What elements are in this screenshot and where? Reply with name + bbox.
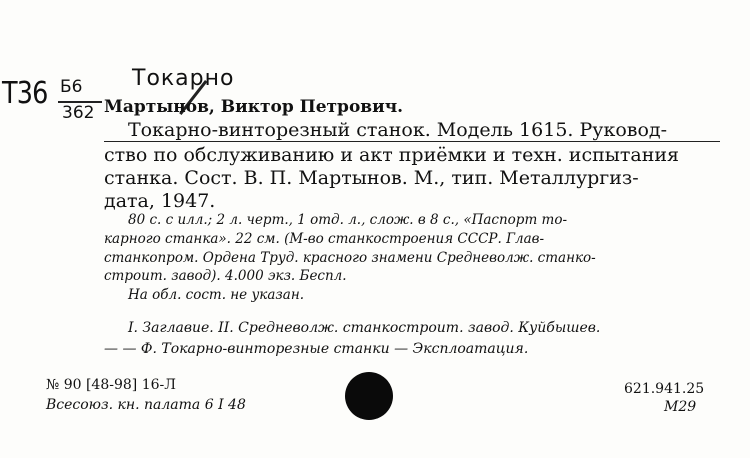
description-line: станкопром. Ордена Труд. красного знамени Средневолж. станко-: [104, 250, 596, 266]
description-line: На обл. сост. не указан.: [128, 287, 305, 303]
description-line: карного станка». 22 см. (М-во станкостроения СССР. Глав-: [104, 231, 545, 247]
tracing-line: I. Заглавие. II. Средневолж. станкостроит. завод. Куйбышев.: [128, 320, 601, 336]
title-line: Токарно-винторезный станок. Модель 1615. Руковод-: [128, 119, 668, 141]
author-mark: М29: [664, 399, 697, 415]
description-line: строит. завод). 4.000 экз. Беспл.: [104, 268, 347, 284]
title-line: ство по обслуживанию и акт приёмки и техн. испытания: [104, 144, 680, 166]
underline: [104, 141, 720, 142]
description-line: 80 с. с илл.; 2 л. черт., 1 отд. л., слож. в 8 с., «Паспорт то-: [128, 212, 568, 228]
title-line: станка. Сост. В. П. Мартынов. М., тип. Металлургиз-: [104, 167, 639, 189]
book-chamber: Всесоюз. кн. палата 6 I 48: [46, 397, 246, 413]
handwritten-note: Токарно: [132, 66, 235, 91]
author-heading: Мартынов, Виктор Петрович.: [104, 97, 404, 117]
card-number: № 90 [48-98] 16-Л: [46, 377, 176, 393]
title-line: дата, 1947.: [104, 190, 216, 212]
call-number-bottom: 362: [62, 103, 95, 123]
call-number-top: Б6: [60, 77, 83, 97]
punch-hole: [345, 372, 393, 420]
udc-number: 621.941.25: [624, 381, 705, 397]
tracing-line: — — Ф. Токарно-винторезные станки — Эксплоатация.: [104, 341, 529, 357]
call-number-main: Т36: [2, 76, 48, 111]
